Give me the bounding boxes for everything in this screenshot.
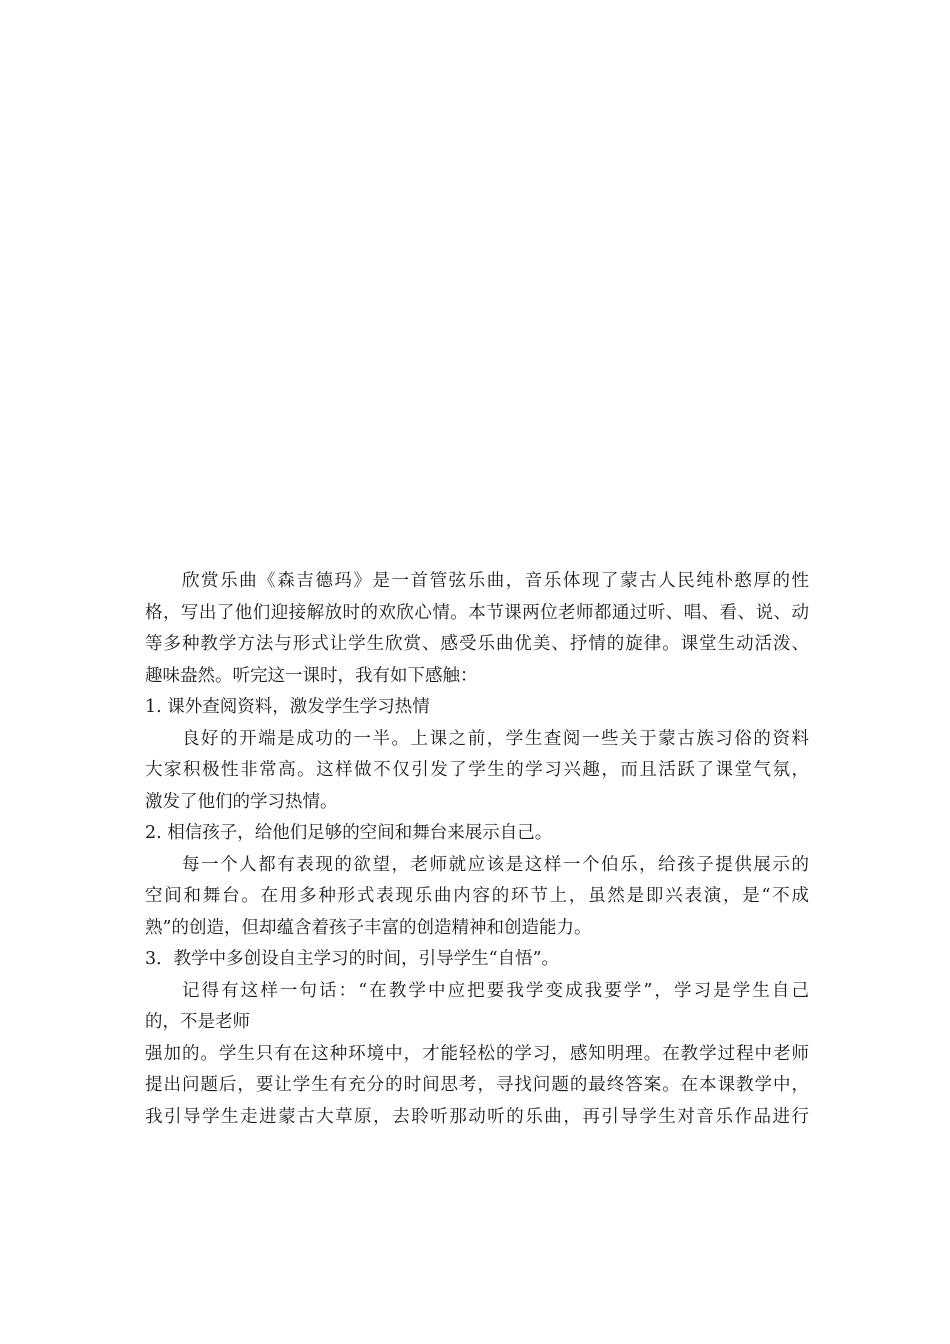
paragraph-line: 空间和舞台。在用多种形式表现乐曲内容的环节上，虽然是即兴表演，是“不成 [145, 886, 809, 906]
paragraph-line: 趣味盎然。听完这一课时，我有如下感触： [145, 665, 478, 686]
paragraph-line: 欣赏乐曲《森吉德玛》是一首管弦乐曲，音乐体现了蒙古人民纯朴憨厚的性 [182, 571, 809, 591]
paragraph-line: 良好的开端是成功的一半。上课之前，学生查阅一些关于蒙古族习俗的资料 [182, 728, 809, 749]
paragraph-line: 每一个人都有表现的欲望，老师就应该是这样一个伯乐，给孩子提供展示的 [182, 854, 809, 875]
section-heading-1: 1. 课外查阅资料，激发学生学习热情 [145, 697, 430, 717]
paragraph-line: 等多种教学方法与形式让学生欣赏、感受乐曲优美、抒情的旋律。课堂生动活泼、 [145, 634, 809, 654]
paragraph-line: 激发了他们的学习热情。 [145, 791, 338, 812]
paragraph-line: 我引导学生走进蒙古大草原，去聆听那动听的乐曲，再引导学生对音乐作品进行 [145, 1106, 809, 1127]
paragraph-line: 提出问题后，要让学生有充分的时间思考，寻找问题的最终答案。在本课教学中， [145, 1075, 809, 1095]
paragraph-line: 的，不是老师 [145, 1012, 250, 1032]
paragraph-line: 格，写出了他们迎接解放时的欢欣心情。本节课两位老师都通过听、唱、看、说、动 [145, 602, 809, 623]
paragraph-line: 熟”的创造，但却蕴含着孩子丰富的创造精神和创造能力。 [145, 917, 592, 938]
paragraph-line: 大家积极性非常高。这样做不仅引发了学生的学习兴趣，而且活跃了课堂气氛， [145, 760, 809, 780]
paragraph-line: 记得有这样一句话：“在教学中应把要我学变成我要学”，学习是学生自己 [182, 980, 809, 1001]
paragraph-line: 强加的。学生只有在这种环境中，才能轻松的学习，感知明理。在教学过程中老师 [145, 1043, 809, 1064]
section-heading-2: 2. 相信孩子，给他们足够的空间和舞台来展示自己。 [145, 823, 553, 843]
body-text [145, 566, 809, 1133]
section-heading-3: 3．教学中多创设自主学习的时间，引导学生“自悟”。 [145, 949, 560, 969]
